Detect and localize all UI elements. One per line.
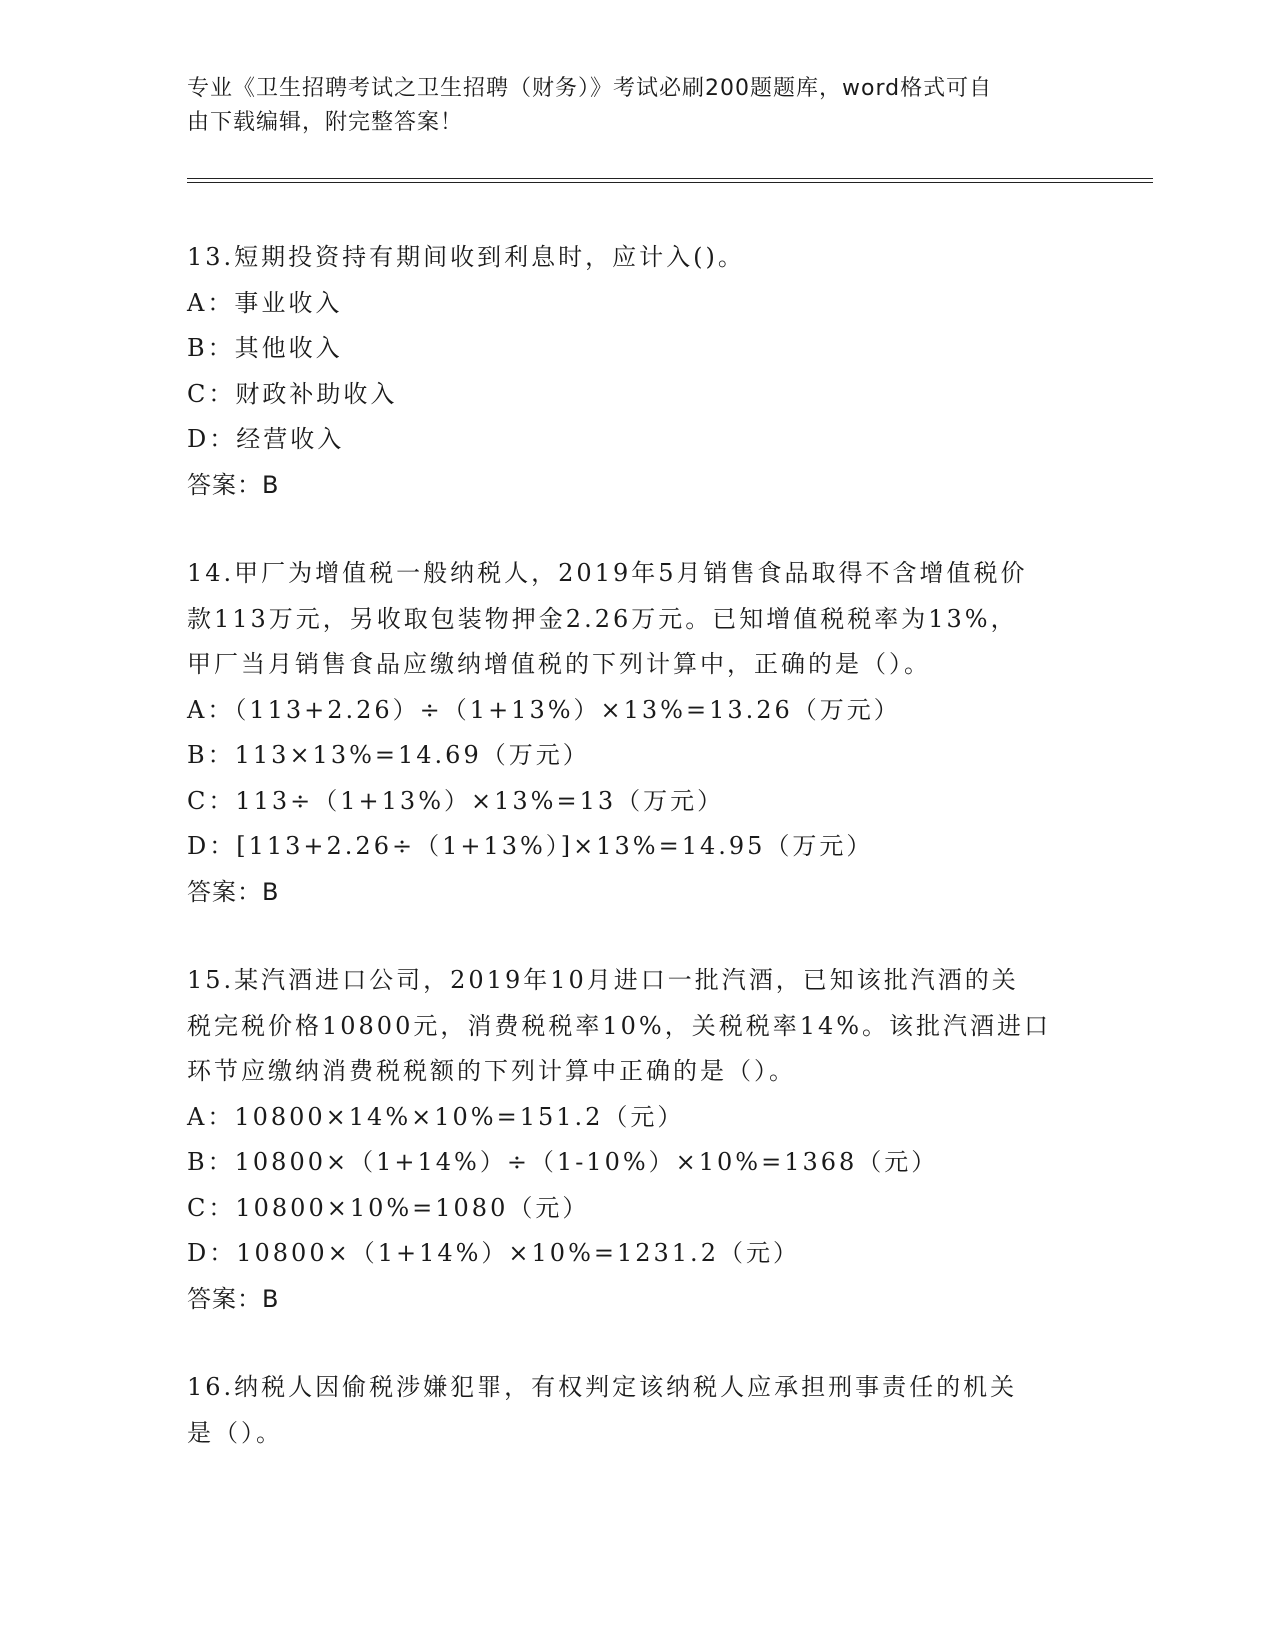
option-a: A：（113+2.26）÷（1+13%）×13%=13.26（万元） <box>187 695 901 724</box>
answer-label: 答案：B <box>187 470 280 499</box>
option-b: B：其他收入 <box>187 334 343 362</box>
answer-label: 答案：B <box>187 1284 280 1313</box>
question-stem: 甲厂当月销售食品应缴纳增值税的下列计算中，正确的是（）。 <box>187 650 931 678</box>
option-d: D：[113+2.26÷（1+13%）]×13%=14.95（万元） <box>187 832 874 860</box>
question-15 <box>187 958 1087 1322</box>
header-line-2: 由下载编辑，附完整答案！ <box>187 110 464 135</box>
question-stem: 15.某汽酒进口公司，2019年10月进口一批汽酒，已知该批汽酒的关 <box>187 966 1019 994</box>
question-stem: 16.纳税人因偷税涉嫌犯罪，有权判定该纳税人应承担刑事责任的机关 <box>187 1373 1018 1401</box>
question-stem: 是（）。 <box>187 1418 283 1447</box>
question-list <box>187 235 1087 1499</box>
question-16 <box>187 1365 1087 1456</box>
option-a: A：事业收入 <box>187 288 343 317</box>
option-d: D：10800×（1+14%）×10%=1231.2（元） <box>187 1239 800 1267</box>
question-14 <box>187 551 1087 915</box>
option-c: C：财政补助收入 <box>187 379 398 408</box>
answer-label: 答案：B <box>187 877 280 906</box>
option-c: C：10800×10%=1080（元） <box>187 1193 590 1222</box>
question-stem: 税完税价格10800元，消费税税率10%，关税税率14%。该批汽酒进口 <box>187 1011 1052 1040</box>
question-stem: 14.甲厂为增值税一般纳税人，2019年5月销售食品取得不含增值税价 <box>187 559 1028 587</box>
option-d: D：经营收入 <box>187 425 345 453</box>
option-c: C：113÷（1+13%）×13%=13（万元） <box>187 786 725 815</box>
question-stem: 13.短期投资持有期间收到利息时，应计入()。 <box>187 243 745 271</box>
option-b: B：10800×（1+14%）÷（1-10%）×10%=1368（元） <box>187 1148 939 1176</box>
option-a: A：10800×14%×10%=151.2（元） <box>187 1102 685 1131</box>
question-13 <box>187 235 1087 508</box>
document-header <box>187 72 1067 140</box>
header-divider-bottom <box>187 182 1153 183</box>
question-stem: 环节应缴纳消费税税额的下列计算中正确的是（）。 <box>187 1057 796 1085</box>
question-stem: 款113万元，另收取包装物押金2.26万元。已知增值税税率为13%， <box>187 604 1018 633</box>
option-b: B：113×13%=14.69（万元） <box>187 741 590 769</box>
header-line-1: 专业《卫生招聘考试之卫生招聘（财务）》考试必刷200题题库，word格式可自 <box>187 76 993 101</box>
header-divider-top <box>187 178 1153 179</box>
